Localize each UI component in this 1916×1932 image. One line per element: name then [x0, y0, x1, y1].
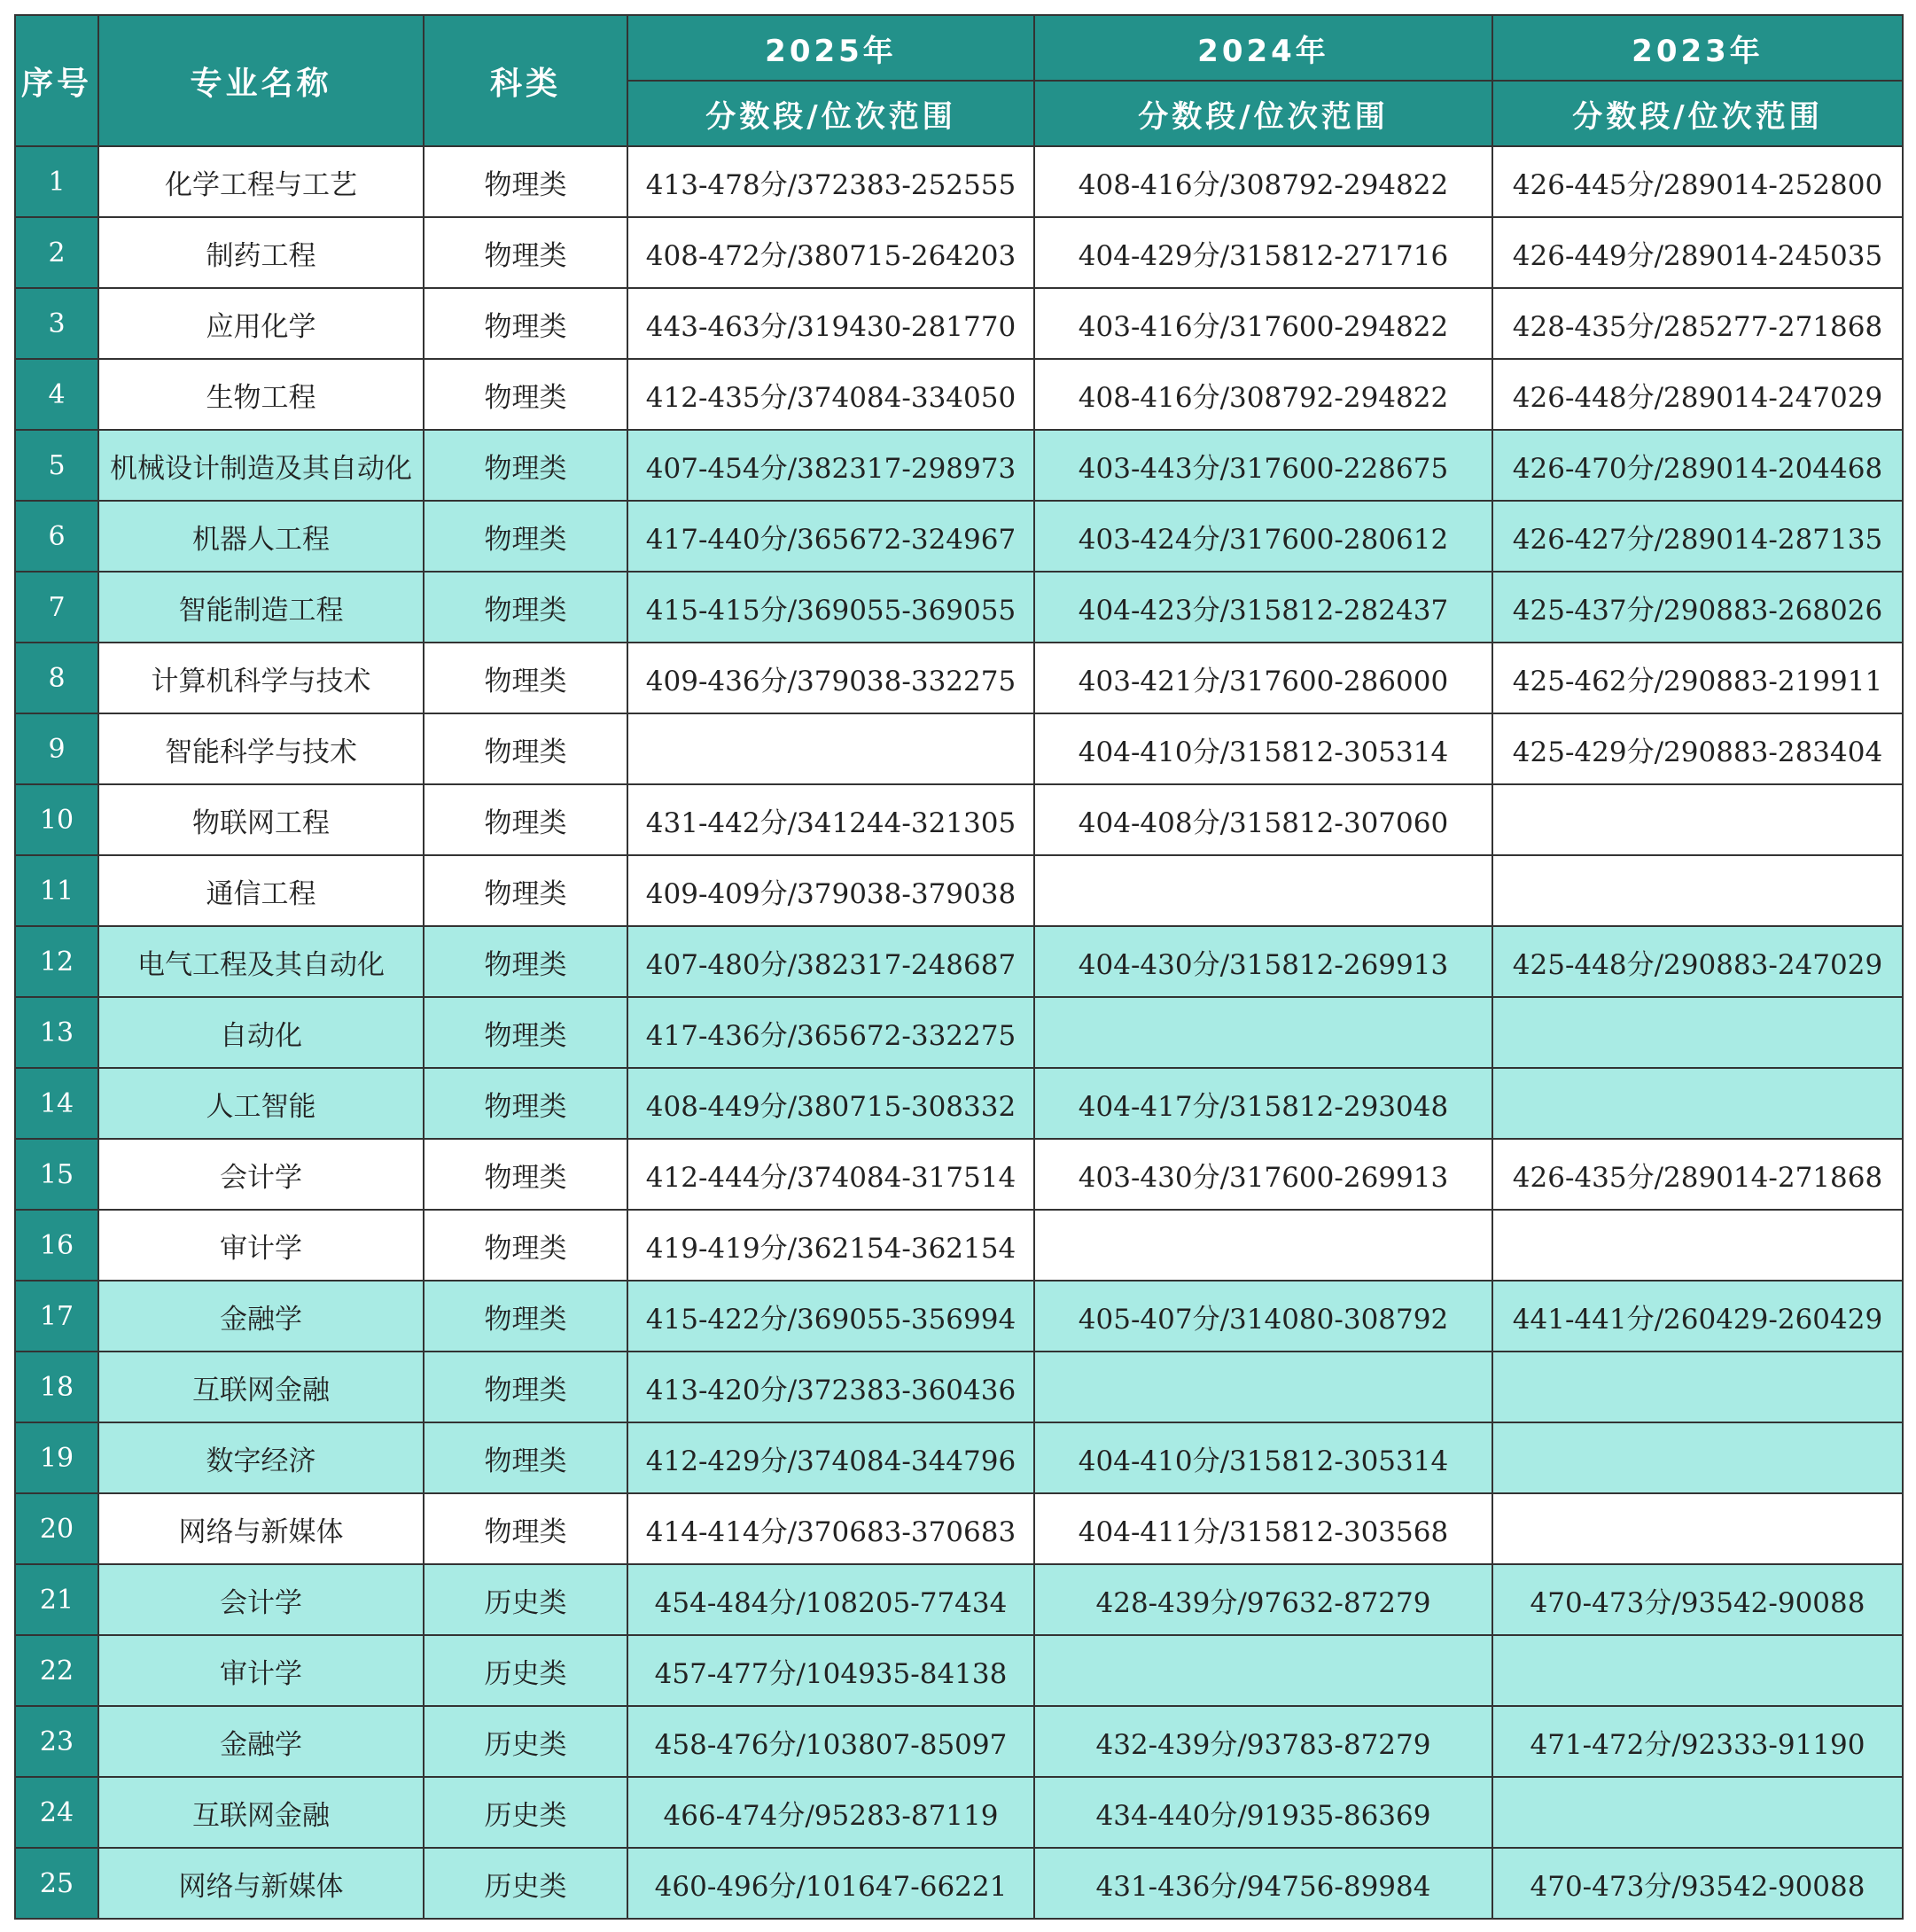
range-2024-cell: 404-411分/315812-303568	[1034, 1493, 1492, 1564]
range-2023-cell: 426-449分/289014-245035	[1492, 217, 1903, 288]
range-2023-cell: 426-435分/289014-271868	[1492, 1139, 1903, 1210]
header-subrange-2024: 分数段/位次范围	[1034, 81, 1492, 146]
range-2025-cell: 408-449分/380715-308332	[627, 1068, 1034, 1139]
row-index-cell: 2	[15, 217, 98, 288]
range-2023-cell	[1492, 1493, 1903, 1564]
range-2025-cell	[627, 713, 1034, 784]
major-name-cell: 审计学	[98, 1635, 424, 1706]
range-2024-cell: 431-436分/94756-89984	[1034, 1848, 1492, 1919]
row-index-cell: 7	[15, 572, 98, 643]
range-2023-cell: 426-448分/289014-247029	[1492, 359, 1903, 430]
range-2024-cell	[1034, 1352, 1492, 1422]
table-row	[15, 1777, 1903, 1848]
table-row	[15, 1281, 1903, 1352]
range-2024-cell	[1034, 1635, 1492, 1706]
score-table	[14, 14, 1904, 1920]
range-2024-cell: 408-416分/308792-294822	[1034, 146, 1492, 217]
range-2025-cell: 457-477分/104935-84138	[627, 1635, 1034, 1706]
range-2024-cell: 403-421分/317600-286000	[1034, 643, 1492, 713]
category-cell: 物理类	[424, 926, 627, 997]
table-row	[15, 784, 1903, 855]
range-2024-cell: 404-429分/315812-271716	[1034, 217, 1492, 288]
row-index-cell: 10	[15, 784, 98, 855]
range-2023-cell: 425-429分/290883-283404	[1492, 713, 1903, 784]
range-2023-cell: 425-437分/290883-268026	[1492, 572, 1903, 643]
range-2025-cell: 412-435分/374084-334050	[627, 359, 1034, 430]
row-index-cell: 15	[15, 1139, 98, 1210]
range-2024-cell: 404-410分/315812-305314	[1034, 1422, 1492, 1493]
range-2023-cell: 428-435分/285277-271868	[1492, 288, 1903, 359]
range-2024-cell: 408-416分/308792-294822	[1034, 359, 1492, 430]
row-index-cell: 19	[15, 1422, 98, 1493]
score-table-container	[14, 14, 1904, 1920]
range-2023-cell: 426-427分/289014-287135	[1492, 501, 1903, 572]
major-name-cell: 机器人工程	[98, 501, 424, 572]
category-cell: 物理类	[424, 430, 627, 501]
table-row	[15, 1706, 1903, 1777]
row-index-cell: 4	[15, 359, 98, 430]
range-2024-cell: 404-417分/315812-293048	[1034, 1068, 1492, 1139]
table-row	[15, 572, 1903, 643]
range-2023-cell: 425-462分/290883-219911	[1492, 643, 1903, 713]
table-row	[15, 1564, 1903, 1635]
range-2024-cell: 403-416分/317600-294822	[1034, 288, 1492, 359]
range-2024-cell: 434-440分/91935-86369	[1034, 1777, 1492, 1848]
range-2023-cell: 470-473分/93542-90088	[1492, 1564, 1903, 1635]
range-2025-cell: 417-436分/365672-332275	[627, 997, 1034, 1068]
category-cell: 物理类	[424, 997, 627, 1068]
category-cell: 物理类	[424, 1068, 627, 1139]
range-2023-cell: 426-470分/289014-204468	[1492, 430, 1903, 501]
range-2024-cell	[1034, 1210, 1492, 1281]
major-name-cell: 金融学	[98, 1706, 424, 1777]
category-cell: 物理类	[424, 713, 627, 784]
category-cell: 物理类	[424, 643, 627, 713]
table-row	[15, 997, 1903, 1068]
table-row	[15, 501, 1903, 572]
category-cell: 物理类	[424, 1352, 627, 1422]
range-2025-cell: 417-440分/365672-324967	[627, 501, 1034, 572]
row-index-cell: 8	[15, 643, 98, 713]
range-2024-cell: 403-430分/317600-269913	[1034, 1139, 1492, 1210]
range-2025-cell: 413-478分/372383-252555	[627, 146, 1034, 217]
category-cell: 物理类	[424, 1422, 627, 1493]
table-row	[15, 1848, 1903, 1919]
range-2023-cell: 471-472分/92333-91190	[1492, 1706, 1903, 1777]
category-cell: 物理类	[424, 1210, 627, 1281]
range-2025-cell: 408-472分/380715-264203	[627, 217, 1034, 288]
range-2024-cell: 404-430分/315812-269913	[1034, 926, 1492, 997]
major-name-cell: 网络与新媒体	[98, 1493, 424, 1564]
range-2025-cell: 466-474分/95283-87119	[627, 1777, 1034, 1848]
header-year-2025: 2025年	[627, 15, 1034, 81]
category-cell: 历史类	[424, 1706, 627, 1777]
table-row	[15, 1635, 1903, 1706]
category-cell: 物理类	[424, 501, 627, 572]
range-2025-cell: 413-420分/372383-360436	[627, 1352, 1034, 1422]
table-row	[15, 1139, 1903, 1210]
category-cell: 历史类	[424, 1777, 627, 1848]
row-index-cell: 3	[15, 288, 98, 359]
range-2025-cell: 412-444分/374084-317514	[627, 1139, 1034, 1210]
major-name-cell: 物联网工程	[98, 784, 424, 855]
range-2023-cell	[1492, 1352, 1903, 1422]
range-2025-cell: 460-496分/101647-66221	[627, 1848, 1034, 1919]
range-2023-cell	[1492, 1777, 1903, 1848]
row-index-cell: 14	[15, 1068, 98, 1139]
row-index-cell: 9	[15, 713, 98, 784]
major-name-cell: 计算机科学与技术	[98, 643, 424, 713]
major-name-cell: 网络与新媒体	[98, 1848, 424, 1919]
row-index-cell: 11	[15, 855, 98, 926]
table-row	[15, 1068, 1903, 1139]
table-row	[15, 146, 1903, 217]
category-cell: 物理类	[424, 146, 627, 217]
range-2025-cell: 419-419分/362154-362154	[627, 1210, 1034, 1281]
range-2024-cell: 404-423分/315812-282437	[1034, 572, 1492, 643]
row-index-cell: 23	[15, 1706, 98, 1777]
major-name-cell: 会计学	[98, 1564, 424, 1635]
range-2023-cell: 470-473分/93542-90088	[1492, 1848, 1903, 1919]
range-2025-cell: 458-476分/103807-85097	[627, 1706, 1034, 1777]
table-row	[15, 430, 1903, 501]
range-2023-cell	[1492, 1068, 1903, 1139]
category-cell: 物理类	[424, 217, 627, 288]
range-2023-cell	[1492, 855, 1903, 926]
row-index-cell: 18	[15, 1352, 98, 1422]
range-2023-cell: 426-445分/289014-252800	[1492, 146, 1903, 217]
row-index-cell: 24	[15, 1777, 98, 1848]
table-body	[15, 146, 1903, 1919]
header-category: 科类	[424, 15, 627, 146]
major-name-cell: 金融学	[98, 1281, 424, 1352]
major-name-cell: 通信工程	[98, 855, 424, 926]
range-2025-cell: 415-415分/369055-369055	[627, 572, 1034, 643]
range-2023-cell	[1492, 1210, 1903, 1281]
range-2025-cell: 431-442分/341244-321305	[627, 784, 1034, 855]
major-name-cell: 生物工程	[98, 359, 424, 430]
range-2023-cell: 441-441分/260429-260429	[1492, 1281, 1903, 1352]
table-row	[15, 713, 1903, 784]
range-2025-cell: 414-414分/370683-370683	[627, 1493, 1034, 1564]
category-cell: 物理类	[424, 1281, 627, 1352]
major-name-cell: 制药工程	[98, 217, 424, 288]
range-2025-cell: 407-454分/382317-298973	[627, 430, 1034, 501]
category-cell: 历史类	[424, 1564, 627, 1635]
header-year-2024: 2024年	[1034, 15, 1492, 81]
table-header	[15, 15, 1903, 146]
range-2025-cell: 409-436分/379038-332275	[627, 643, 1034, 713]
table-row	[15, 217, 1903, 288]
category-cell: 历史类	[424, 1635, 627, 1706]
category-cell: 物理类	[424, 288, 627, 359]
major-name-cell: 人工智能	[98, 1068, 424, 1139]
major-name-cell: 应用化学	[98, 288, 424, 359]
major-name-cell: 电气工程及其自动化	[98, 926, 424, 997]
major-name-cell: 化学工程与工艺	[98, 146, 424, 217]
category-cell: 物理类	[424, 359, 627, 430]
table-row	[15, 1493, 1903, 1564]
range-2025-cell: 412-429分/374084-344796	[627, 1422, 1034, 1493]
row-index-cell: 1	[15, 146, 98, 217]
range-2023-cell	[1492, 997, 1903, 1068]
table-row	[15, 926, 1903, 997]
range-2023-cell: 425-448分/290883-247029	[1492, 926, 1903, 997]
category-cell: 物理类	[424, 784, 627, 855]
header-year-2023: 2023年	[1492, 15, 1903, 81]
major-name-cell: 智能科学与技术	[98, 713, 424, 784]
row-index-cell: 22	[15, 1635, 98, 1706]
row-index-cell: 16	[15, 1210, 98, 1281]
range-2024-cell: 404-410分/315812-305314	[1034, 713, 1492, 784]
range-2025-cell: 415-422分/369055-356994	[627, 1281, 1034, 1352]
major-name-cell: 智能制造工程	[98, 572, 424, 643]
range-2024-cell: 428-439分/97632-87279	[1034, 1564, 1492, 1635]
major-name-cell: 机械设计制造及其自动化	[98, 430, 424, 501]
major-name-cell: 互联网金融	[98, 1777, 424, 1848]
row-index-cell: 17	[15, 1281, 98, 1352]
range-2024-cell: 432-439分/93783-87279	[1034, 1706, 1492, 1777]
range-2023-cell	[1492, 1422, 1903, 1493]
table-row	[15, 855, 1903, 926]
range-2024-cell: 405-407分/314080-308792	[1034, 1281, 1492, 1352]
row-index-cell: 13	[15, 997, 98, 1068]
range-2025-cell: 454-484分/108205-77434	[627, 1564, 1034, 1635]
header-index: 序号	[15, 15, 98, 146]
table-row	[15, 359, 1903, 430]
range-2024-cell: 403-443分/317600-228675	[1034, 430, 1492, 501]
table-row	[15, 1422, 1903, 1493]
category-cell: 物理类	[424, 855, 627, 926]
range-2023-cell	[1492, 1635, 1903, 1706]
row-index-cell: 12	[15, 926, 98, 997]
row-index-cell: 5	[15, 430, 98, 501]
range-2024-cell	[1034, 855, 1492, 926]
table-row	[15, 643, 1903, 713]
header-major: 专业名称	[98, 15, 424, 146]
range-2023-cell	[1492, 784, 1903, 855]
range-2024-cell: 403-424分/317600-280612	[1034, 501, 1492, 572]
category-cell: 历史类	[424, 1848, 627, 1919]
range-2025-cell: 409-409分/379038-379038	[627, 855, 1034, 926]
major-name-cell: 审计学	[98, 1210, 424, 1281]
major-name-cell: 数字经济	[98, 1422, 424, 1493]
row-index-cell: 6	[15, 501, 98, 572]
major-name-cell: 会计学	[98, 1139, 424, 1210]
category-cell: 物理类	[424, 1139, 627, 1210]
category-cell: 物理类	[424, 1493, 627, 1564]
range-2024-cell	[1034, 997, 1492, 1068]
row-index-cell: 21	[15, 1564, 98, 1635]
major-name-cell: 互联网金融	[98, 1352, 424, 1422]
table-row	[15, 1210, 1903, 1281]
range-2025-cell: 407-480分/382317-248687	[627, 926, 1034, 997]
row-index-cell: 20	[15, 1493, 98, 1564]
table-row	[15, 1352, 1903, 1422]
header-subrange-2025: 分数段/位次范围	[627, 81, 1034, 146]
range-2024-cell: 404-408分/315812-307060	[1034, 784, 1492, 855]
header-subrange-2023: 分数段/位次范围	[1492, 81, 1903, 146]
row-index-cell: 25	[15, 1848, 98, 1919]
table-row	[15, 288, 1903, 359]
range-2025-cell: 443-463分/319430-281770	[627, 288, 1034, 359]
major-name-cell: 自动化	[98, 997, 424, 1068]
category-cell: 物理类	[424, 572, 627, 643]
